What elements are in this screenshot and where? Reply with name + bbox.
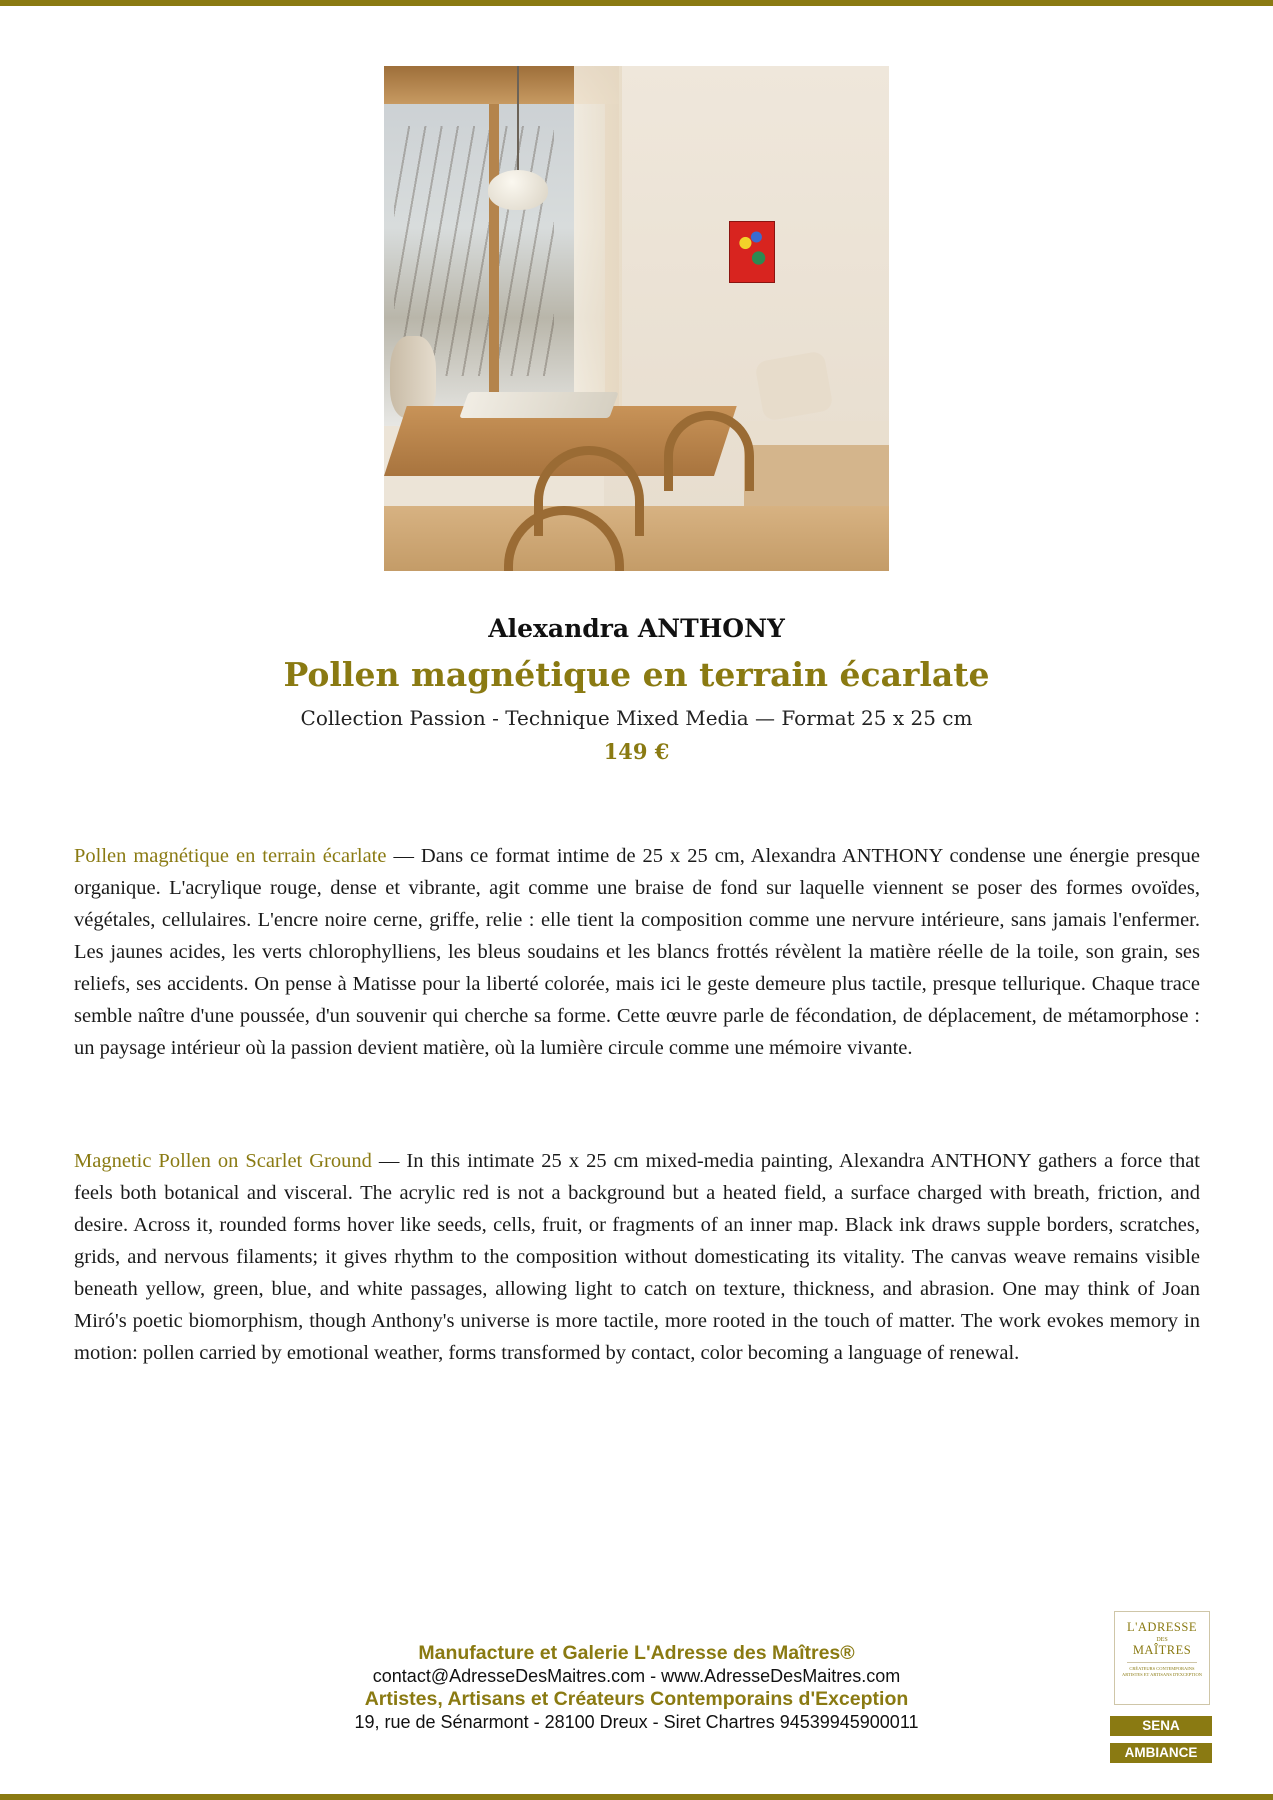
- room-interior-photo: [384, 66, 889, 571]
- footer-contact: contact@AdresseDesMaitres.com - www.AdresseDesMaitres.com: [372, 1666, 901, 1686]
- logo-line-3: MAÎTRES: [1132, 1643, 1192, 1657]
- photo-lamp-cord: [517, 66, 519, 176]
- bottom-border: [0, 1794, 1273, 1800]
- photo-painting: [729, 221, 775, 283]
- description-english-lead: Magnetic Pollen on Scarlet Ground: [74, 1150, 372, 1172]
- footer-gallery-name: Manufacture et Galerie L'Adresse des Maîtres®: [418, 1642, 855, 1664]
- gallery-logo: [1114, 1611, 1210, 1705]
- photo-chair: [664, 411, 754, 491]
- photo-cushion: [754, 350, 833, 421]
- logo-tagline: CRÉATEURS CONTEMPORAINS ARTISTES ET ARTISANS D'EXCEPTION: [1121, 1666, 1203, 1677]
- top-border: [0, 0, 1273, 6]
- logo-line-2: DES: [1156, 1637, 1168, 1643]
- artist-name: Alexandra ANTHONY: [488, 614, 785, 643]
- artwork-details: Collection Passion - Technique Mixed Media — Format 25 x 25 cm: [300, 706, 973, 730]
- photo-book: [459, 392, 618, 418]
- description-french-lead: Pollen magnétique en terrain écarlate: [74, 845, 387, 867]
- artwork-price: 149 €: [603, 739, 670, 764]
- footer-address: 19, rue de Sénarmont - 28100 Dreux - Siret Chartres 94539945900011: [354, 1712, 919, 1732]
- description-english: [74, 1145, 1200, 1369]
- footer-tagline: Artistes, Artisans et Créateurs Contemporains d'Exception: [364, 1688, 909, 1710]
- photo-window-mullion: [489, 104, 499, 426]
- badge-ambiance: AMBIANCE: [1110, 1743, 1212, 1763]
- photo-pendant-lamp: [488, 170, 548, 210]
- logo-divider: [1127, 1662, 1197, 1663]
- footer: [0, 1642, 1273, 1734]
- description-french-text: — Dans ce format intime de 25 x 25 cm, Alexandra ANTHONY condense une énergie presque organique. L'acrylique rouge, dense et vibrante, agit comme une braise de fond sur laquelle viennent se poser des formes ovoïdes, végétales, cellulaires. L'encre noire cerne, griffe, relie : elle tient la composition comme une nervure intérieure, sans jamais l'enfermer. Les jaunes acides, les verts chlorophylliens, les bleus soudains et les blancs frottés révèlent la matière réelle de la toile, son grain, ses reliefs, ses accidents. On pense à Matisse pour la liberté colorée, mais ici le geste demeure plus tactile, presque tellurique. Chaque trace semble naître d'une poussée, d'un souvenir qui cherche sa forme. Cette œuvre parle de fécondation, de déplacement, de métamorphose : un paysage intérieur où la passion devient matière, où la lumière circule comme une mémoire vivante.: [74, 845, 1200, 1059]
- photo-curtain: [574, 66, 622, 446]
- logo-line-1: L'ADRESSE: [1127, 1620, 1197, 1634]
- description-french: [74, 840, 1200, 1064]
- badge-sena: SENA: [1110, 1716, 1212, 1736]
- description-english-text: — In this intimate 25 x 25 cm mixed-media painting, Alexandra ANTHONY gathers a force that feels both botanical and visceral. The acrylic red is not a background but a heated field, a surface charged with breath, friction, and desire. Across it, rounded forms hover like seeds, cells, fruit, or fragments of an inner map. Black ink draws supple borders, scratches, grids, and nervous filaments; it gives rhythm to the composition without domesticating its vitality. The canvas weave remains visible beneath yellow, green, blue, and white passages, allowing light to catch on texture, thickness, and abrasion. One may think of Joan Miró's poetic biomorphism, though Anthony's universe is more tactile, more rooted in the touch of matter. The work evokes memory in motion: pollen carried by emotional weather, forms transformed by contact, color becoming a language of renewal.: [74, 1150, 1200, 1364]
- artwork-title: Pollen magnétique en terrain écarlate: [283, 655, 990, 694]
